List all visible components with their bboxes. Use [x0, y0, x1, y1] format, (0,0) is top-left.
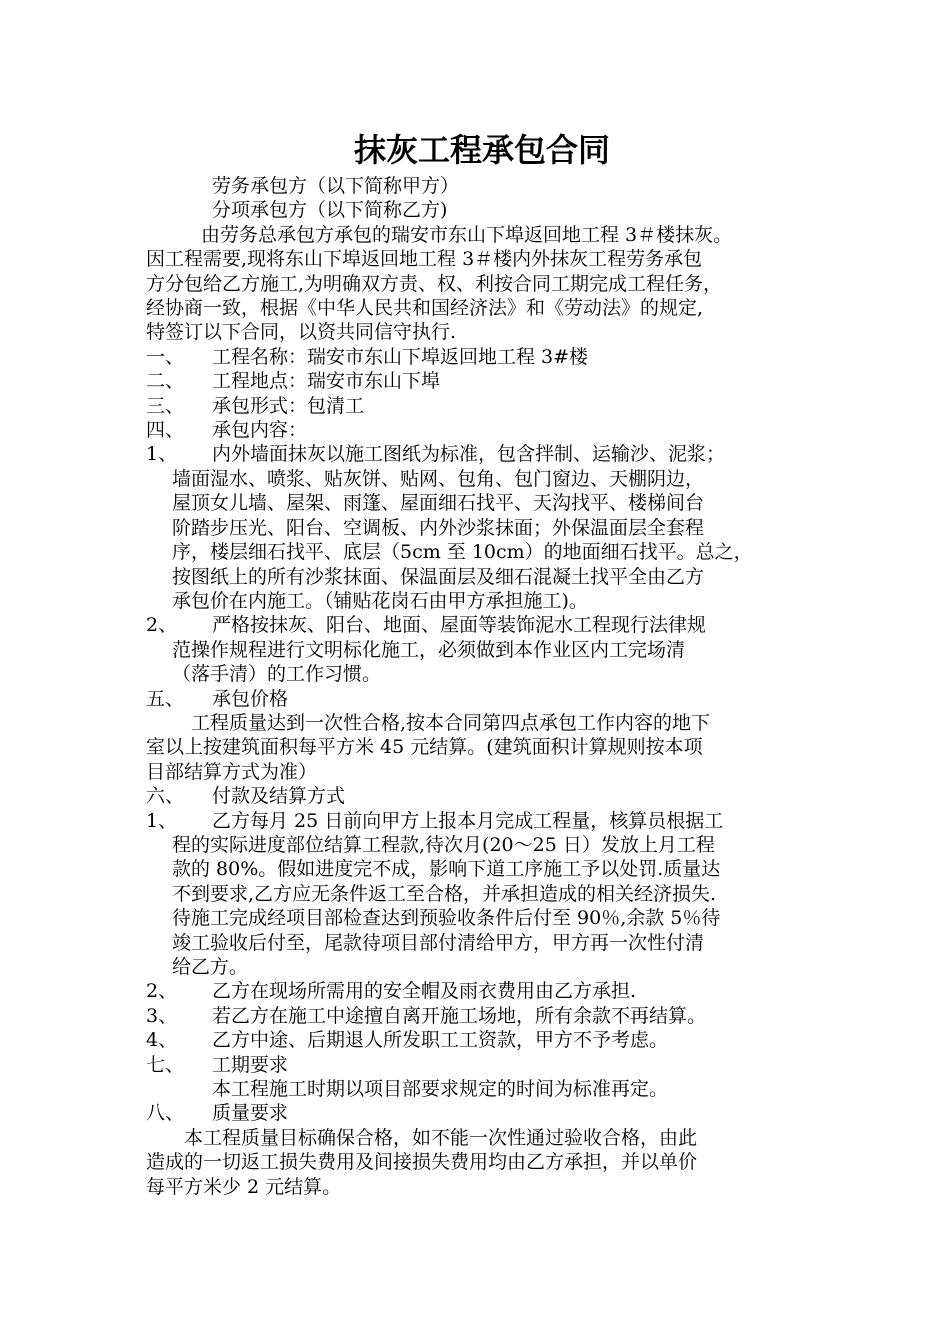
section-3-heading — [146, 394, 818, 418]
clause-6-1 — [146, 809, 818, 833]
intro-line: 由劳务总承包方承包的瑞安市东山下埠返回地工程 3＃楼抹灰。 — [201, 223, 733, 246]
quality-line: 每平方米少 2 元结算。 — [146, 1175, 342, 1198]
section-5-heading — [146, 687, 818, 711]
clause-text: 乙方中途、后期退人所发职工工资款，甲方不予考虑。 — [212, 1029, 669, 1052]
contract-page — [146, 126, 818, 1199]
section-number: 一、 — [146, 345, 185, 368]
schedule-line: 本工程施工时期以项目部要求规定的时间为标准再定。 — [212, 1078, 669, 1101]
section-text: 工程名称：瑞安市东山下埠返回地工程 3#楼 — [212, 345, 589, 368]
clause-line: 承包价在内施工。（铺贴花岗石由甲方承担施工)。 — [172, 589, 588, 612]
price-line: 目部结算方式为准） — [146, 760, 318, 783]
clause-text: 严格按抹灰、阳台、地面、屋面等装饰泥水工程现行法律规 — [212, 614, 707, 637]
section-text: 承包内容： — [212, 419, 308, 442]
section-1-heading — [146, 345, 818, 369]
clause-number: 4、 — [146, 1029, 178, 1052]
clause-number: 2、 — [146, 614, 178, 637]
clause-4-2 — [146, 613, 818, 637]
section-2-heading — [146, 369, 818, 393]
clause-line: （落手清）的工作习惯。 — [172, 663, 382, 686]
section-6-heading — [146, 784, 818, 808]
clause-6-4 — [146, 1028, 818, 1052]
clause-number: 2、 — [146, 980, 178, 1003]
clause-line: 墙面湿水、喷浆、贴灰饼、贴网、包角、包门窗边、天棚阴边， — [172, 467, 705, 490]
section-number: 八、 — [146, 1102, 185, 1125]
section-text: 承包价格 — [212, 687, 289, 710]
section-number: 二、 — [146, 370, 185, 393]
document-title: 抹灰工程承包合同 — [353, 131, 610, 169]
section-number: 四、 — [146, 419, 185, 442]
clause-number: 1、 — [146, 809, 178, 832]
quality-line: 造成的一切返工损失费用及间接损失费用均由乙方承担，并以单价 — [146, 1151, 698, 1174]
section-7-heading — [146, 1053, 818, 1077]
price-line: 工程质量达到一次性合格,按本合同第四点承包工作内容的地下 — [191, 711, 711, 734]
section-number: 三、 — [146, 394, 185, 417]
intro-line: 方分包给乙方施工,为明确双方责、权、利按合同工期完成工程任务， — [146, 272, 723, 295]
section-text: 付款及结算方式 — [212, 785, 346, 808]
clause-line: 阶踏步压光、阳台、空调板、内外沙浆抹面；外保温面层全套程 — [172, 516, 705, 539]
party-b: 分项承包方（以下简称乙方) — [212, 199, 448, 222]
intro-line: 因工程需要,现将东山下埠返回地工程 3＃楼内外抹灰工程劳务承包 — [146, 248, 703, 271]
clause-line: 不到要求,乙方应无条件返工至合格，并承担造成的相关经济损失. — [172, 882, 717, 905]
clause-line: 按图纸上的所有沙浆抹面、保温面层及细石混凝土找平全由乙方 — [172, 565, 705, 588]
clause-text: 乙方在现场所需用的安全帽及雨衣费用由乙方承担. — [212, 980, 637, 1003]
clause-line: 竣工验收后付至，尾款待项目部付清给甲方，甲方再一次性付清 — [172, 931, 705, 954]
section-text: 质量要求 — [212, 1102, 289, 1125]
clause-line: 给乙方。 — [172, 956, 249, 978]
clause-text: 内外墙面抹灰以施工图纸为标准，包含拌制、运输沙、泥浆； — [212, 443, 726, 466]
clause-line: 屋顶女儿墙、屋架、雨篷、屋面细石找平、天沟找平、楼梯间台 — [172, 492, 705, 515]
clause-4-1 — [146, 442, 818, 466]
section-text: 工期要求 — [212, 1053, 289, 1076]
clause-6-3 — [146, 1004, 818, 1028]
price-line: 室以上按建筑面积每平方米 45 元结算。(建筑面积计算规则按本项 — [146, 736, 703, 759]
clause-line: 程的实际进度部位结算工程款,待次月(20～25 日）发放上月工程 — [172, 833, 715, 856]
party-a: 劳务承包方（以下简称甲方） — [212, 175, 460, 197]
section-4-heading — [146, 418, 818, 442]
section-text: 工程地点：瑞安市东山下埠 — [212, 370, 441, 393]
section-8-heading — [146, 1101, 818, 1125]
intro-line: 经协商一致，根据《中华人民共和国经济法》和《劳动法》的规定, — [146, 297, 704, 320]
clause-line: 序，楼层细石找平、底层（5cm 至 10cm）的地面细石找平。总之， — [172, 541, 753, 564]
clause-text: 若乙方在施工中途擅自离开施工场地，所有余款不再结算。 — [212, 1004, 707, 1027]
section-number: 五、 — [146, 687, 185, 710]
section-text: 承包形式：包清工 — [212, 394, 365, 417]
intro-line: 特签订以下合同，以资共同信守执行. — [146, 321, 457, 344]
clause-number: 1、 — [146, 443, 178, 466]
clause-line: 款的 80%。假如进度完不成，影响下道工序施工予以处罚.质量达 — [172, 858, 721, 881]
clause-line: 待施工完成经项目部检查达到预验收条件后付至 90％,余款 5％待 — [172, 907, 721, 930]
quality-line: 本工程质量目标确保合格，如不能一次性通过验收合格，由此 — [184, 1126, 698, 1149]
clause-text: 乙方每月 25 日前向甲方上报本月完成工程量，核算员根据工 — [212, 809, 724, 832]
clause-6-2 — [146, 979, 818, 1003]
section-number: 七、 — [146, 1053, 185, 1076]
clause-line: 范操作规程进行文明标化施工，必须做到本作业区内工完场清 — [172, 638, 686, 661]
clause-number: 3、 — [146, 1004, 178, 1027]
section-number: 六、 — [146, 785, 185, 808]
